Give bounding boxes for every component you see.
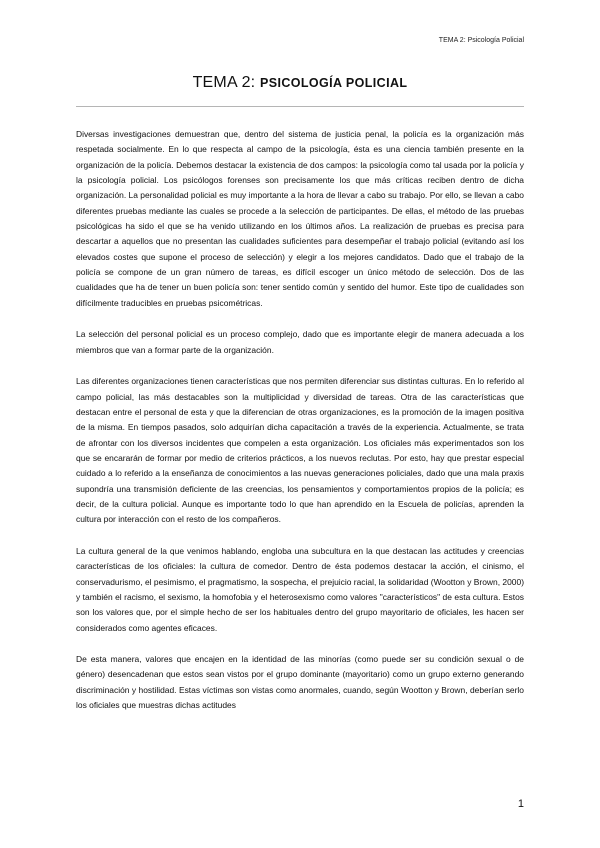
paragraph-4: La cultura general de la que venimos hablando, engloba una subcultura en la que destacan las actitudes y creencias características de los oficiales: la cultura de comedor. Dentro de ésta podemos destacar la acción, el cinismo, el conservadurismo, el pesimismo, el pragmatismo, la sospecha, el prejuicio racial, la solidaridad (Wootton y Brown, 2000) y también el racismo, el sexismo, la homofobia y el heterosexismo como valores "característicos" de esta cultura. Estos son los valores que, por el simple hecho de ser los habituales dentro del grupo mayoritario de oficiales, les hacen ser considerados como agentes eficaces. <box>76 545 524 633</box>
paragraph-1: Diversas investigaciones demuestran que, dentro del sistema de justicia penal, la policía es la organización más respetada socialmente. En lo que respecta al campo de la psicología, ésta es una ciencia también presente en la organización de la policía. Debemos destacar la existencia de dos campos: la psicología como tal usada por la policía y la psicología policial. Los psicólogos forenses son precisamente los que más críticas reciben dentro de dicha organización. La personalidad policial es muy importante a la hora de llevar a cabo su trabajo. Por ello, se llevan a cabo diferentes pruebas mediante las cuales se procede a la selección de participantes. De ellas, el método de las pruebas psicológicas ha sido el que se ha venido utilizando en los últimos años. La realización de pruebas es precisa para descartar a aquellos que no presentan las cualidades suficientes para desempeñar el trabajo policial (evitando así los elevados costes que supone el proceso de selección) y elegir a los mejores candidatos. Dado que el trabajo de la policía se compone de un gran número de tareas, es difícil escoger un único método de selección. Dos de las cualidades que ha de tener un buen policía son: tener sentido común y sentido del humor. Este tipo de cualidades son difícilmente traducibles en pruebas psicométricas. <box>76 129 524 308</box>
title-divider <box>76 106 524 107</box>
running-header: TEMA 2: Psicología Policial <box>438 37 524 44</box>
paragraph-5: De esta manera, valores que encajen en la identidad de las minorías (como puede ser su condición sexual o de género) desencadenan que estos sean vistos por el grupo dominante (mayoritario) como un grupo externo generando discriminación y hostilidad. Estas víctimas son vistas como anormales, cuando, según Wootton y Brown, deberían serlo los oficiales que muestras dichas actitudes <box>76 654 524 711</box>
title-sub: PSICOLOGÍA POLICIAL <box>260 76 408 90</box>
page-number: 1 <box>517 798 524 810</box>
document-body <box>76 127 524 730</box>
paragraph-2: La selección del personal policial es un proceso complejo, dado que es importante elegir de manera adecuada a los miembros que van a formar parte de la organización. <box>76 329 524 355</box>
page-title <box>0 74 600 92</box>
paragraph-3: Las diferentes organizaciones tienen características que nos permiten diferenciar sus distintas culturas. En lo referido al campo policial, las más destacables son la multiplicidad y diversidad de tareas. Otra de las características que destacan entre el personal de esta y que la diferencian de otras organizaciones, es la promoción de la imagen positiva de la misma. En tiempos pasados, solo adquirían dicha capacitación a través de la experiencia. Actualmente, se trata de afrontar con los diversos incidentes que compelen a esta organización. Los oficiales más experimentados son los que se encararán de formar por medio de criterios prácticos, a los nuevos reclutas. Por esto, hay que prestar especial cuidado a lo referido a la enseñanza de conocimientos a las nuevas generaciones policiales, dado que una mala praxis supondría una transmisión deficiente de las creencias, los pensamientos y comportamientos propios de la policía; es decir, de la cultura policial. Aunque es importante todo lo que han aprendido en la Escuela de policías, aprenden la cultura por interacción con el resto de los compañeros. <box>76 376 524 525</box>
title-main: TEMA 2: <box>192 74 256 91</box>
